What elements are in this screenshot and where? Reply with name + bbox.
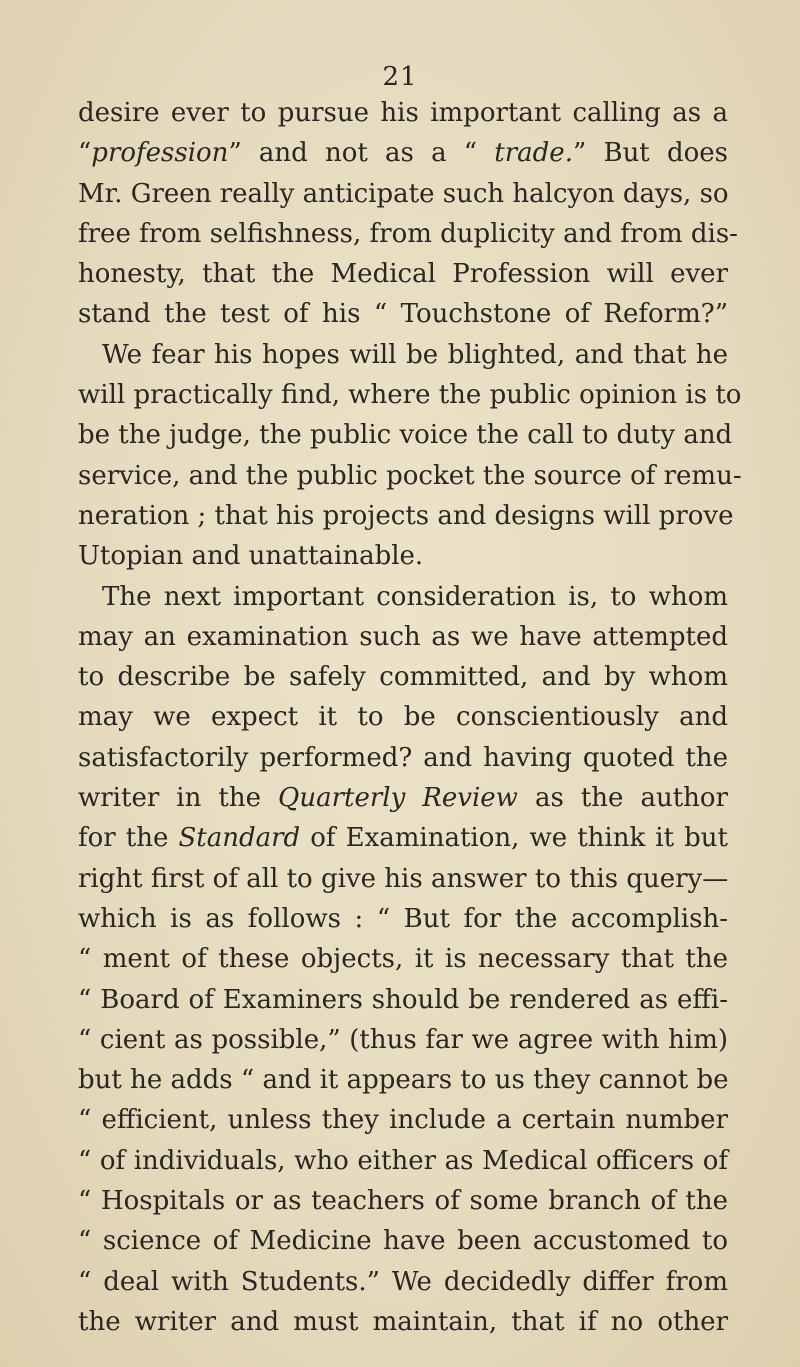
italic-text: Standard [178,823,301,854]
text-segment: The next important consideration is, to whom [102,581,728,612]
text-segment: neration ; that his projects and designs will prove [78,500,734,531]
text-line [78,657,728,697]
text-line [78,1262,728,1302]
text-segment: satisfactorily performed? and having quoted the [78,742,728,773]
text-segment: may an examination such as we have attempted [78,621,728,652]
text-segment: the writer and must maintain, that if no other [78,1306,728,1337]
text-segment: may we expect it to be conscientiously and [78,702,728,733]
text-segment: as the author [517,783,728,814]
text-line [78,939,728,979]
text-line [78,1060,728,1100]
text-line [78,1141,728,1181]
text-segment: “ Board of Examiners should be rendered as effi- [78,984,728,1015]
text-segment: which is as follows : “ But for the accomplish- [78,903,728,934]
text-line [78,294,728,334]
text-segment: writer in the [78,783,279,814]
text-line [78,1302,728,1342]
text-segment: ” But does [572,138,728,169]
page-number: 21 [382,62,418,92]
text-segment: will practically find, where the public opinion is to [78,380,742,411]
body-text [78,93,742,1342]
italic-text: Quarterly Review [278,783,518,814]
text-line [78,899,728,939]
text-line [78,254,728,294]
text-line [78,818,728,858]
text-segment: Mr. Green really anticipate such halcyon days, so [78,178,729,209]
text-segment: Utopian and unattainable. [78,541,424,572]
text-line [78,859,728,899]
text-segment: right first of all to give his answer to this query— [78,863,729,894]
text-segment: “ of individuals, who either as Medical officers of [78,1145,728,1176]
text-segment: ” and not as a “ [228,138,495,169]
text-line [78,415,733,455]
text-line [78,738,728,778]
text-segment: “ ment of these objects, it is necessary that the [78,944,728,975]
text-segment: “ science of Medicine have been accustomed to [78,1226,728,1257]
text-line [78,1221,728,1261]
text-segment: “ [78,138,92,169]
text-line [78,577,728,617]
text-line [78,697,728,737]
text-segment: honesty, that the Medical Profession will ever [78,259,728,290]
text-line [78,456,742,496]
text-line [78,617,728,657]
text-line [78,1100,728,1140]
text-segment: but he adds “ and it appears to us they cannot be [78,1065,729,1096]
text-line [78,980,728,1020]
text-segment: “ cient as possible,” (thus far we agree with him) [78,1024,728,1055]
italic-text: profession [91,138,229,169]
text-line [78,1020,728,1060]
italic-text: trade. [494,138,573,169]
text-line [78,174,728,214]
text-segment: “ deal with Students.” We decidedly differ from [78,1266,728,1297]
text-segment: stand the test of his “ Touchstone of Reform?” [78,299,728,330]
text-line [78,93,728,133]
text-line [78,133,728,173]
text-line [78,536,728,576]
text-line [78,778,728,818]
text-segment: of Examination, we think it but [300,823,728,854]
text-line [78,335,728,375]
text-segment: “ Hospitals or as teachers of some branch of the [78,1186,728,1217]
text-segment: be the judge, the public voice the call to duty and [78,420,733,451]
text-segment: for the [78,823,179,854]
text-line [78,214,738,254]
text-segment: service, and the public pocket the source of remu- [78,460,742,491]
text-line [78,375,742,415]
text-line [78,1181,728,1221]
text-line [78,496,734,536]
text-segment: to describe be safely committed, and by whom [78,662,728,693]
text-segment: We fear his hopes will be blighted, and that he [102,339,728,370]
text-segment: desire ever to pursue his important calling as a [78,98,728,128]
text-segment: free from selfishness, from duplicity and from dis- [78,218,738,249]
text-segment: “ efficient, unless they include a certain number [78,1105,728,1136]
